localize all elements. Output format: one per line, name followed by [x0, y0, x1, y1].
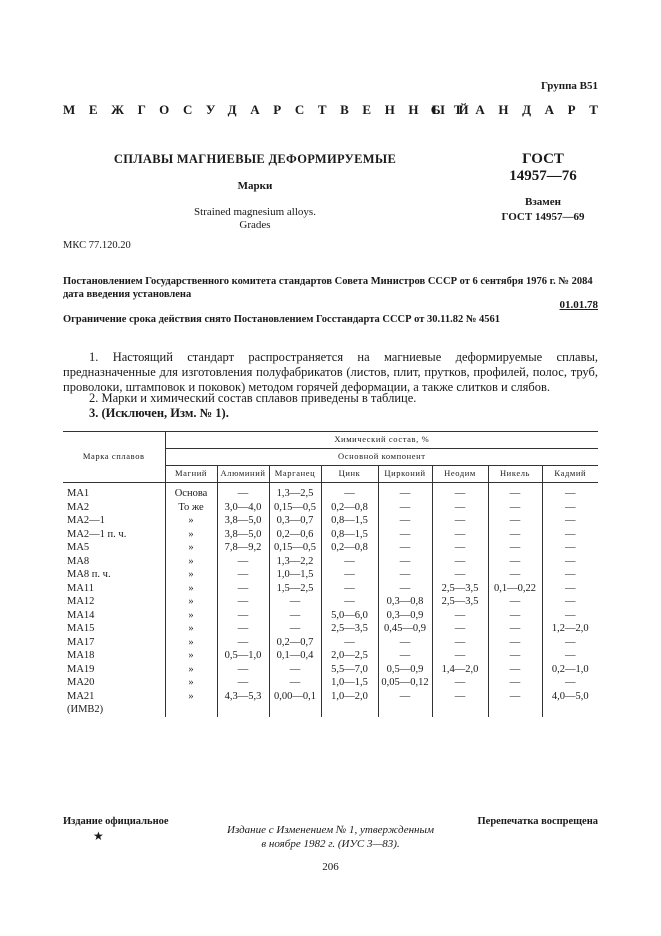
- value-cell: —: [217, 555, 269, 569]
- value-cell: —: [432, 636, 488, 650]
- star-icon: ★: [93, 829, 104, 843]
- value-cell: —: [542, 582, 598, 596]
- column-header: Кадмий: [542, 466, 598, 483]
- value-cell: 0,2—0,6: [269, 528, 321, 542]
- grade-cell: МА2—1: [67, 515, 105, 526]
- value-cell: —: [488, 555, 542, 569]
- value-cell: 0,05—0,12: [378, 676, 432, 690]
- value-cell: —: [378, 514, 432, 528]
- value-cell: 0,45—0,9: [378, 622, 432, 636]
- decree-line: Постановлением Государственного комитета стандартов Совета Министров СССР от 6 сентября 1976 г. № 2084: [63, 276, 593, 287]
- value-cell: —: [432, 528, 488, 542]
- value-cell: —: [488, 609, 542, 623]
- value-cell: —: [432, 501, 488, 515]
- value-cell: »: [165, 555, 217, 569]
- value-cell: —: [321, 595, 378, 609]
- grade-cell: (ИМВ2): [67, 704, 104, 715]
- value-cell: —: [488, 483, 542, 501]
- value-cell: —: [542, 528, 598, 542]
- value-cell: [542, 703, 598, 717]
- gost-number: 14957—76: [509, 168, 577, 184]
- value-cell: —: [269, 663, 321, 677]
- value-cell: —: [378, 582, 432, 596]
- value-cell: »: [165, 636, 217, 650]
- value-cell: —: [432, 690, 488, 704]
- value-cell: 0,1—0,22: [488, 582, 542, 596]
- value-cell: 4,3—5,3: [217, 690, 269, 704]
- table-row: [63, 649, 598, 663]
- gost-label: ГОСТ: [522, 151, 564, 167]
- value-cell: 0,2—0,8: [321, 501, 378, 515]
- value-cell: »: [165, 514, 217, 528]
- value-cell: —: [321, 582, 378, 596]
- value-cell: 2,5—3,5: [432, 582, 488, 596]
- value-cell: —: [488, 663, 542, 677]
- value-cell: 0,5—0,9: [378, 663, 432, 677]
- main-component-header: Основной компонент: [165, 449, 598, 466]
- value-cell: »: [165, 568, 217, 582]
- official-edition: Издание официальное: [63, 816, 169, 827]
- value-cell: —: [432, 555, 488, 569]
- table-row: [63, 663, 598, 677]
- value-cell: —: [378, 649, 432, 663]
- value-cell: —: [542, 568, 598, 582]
- intro-date-label: дата введения установлена: [63, 289, 192, 300]
- value-cell: —: [542, 483, 598, 501]
- value-cell: —: [488, 528, 542, 542]
- value-cell: —: [378, 690, 432, 704]
- table-row: [63, 676, 598, 690]
- grade-cell: МА19: [67, 663, 95, 675]
- paragraph-scope: 1. Настоящий стандарт распространяется на магниевые деформируемые сплавы, предназначенные для изготовления полуфабрикатов (листов, плит, прутков, профилей, полос, труб, проволоки, штамповок и поковок) методом горячей деформации, а также слитков и слябов.: [63, 350, 598, 394]
- value-cell: —: [269, 609, 321, 623]
- value-cell: —: [488, 649, 542, 663]
- edition-note-line2: в ноябре 1982 г. (ИУС 3—83).: [261, 838, 400, 850]
- table-row: [63, 703, 598, 717]
- mks-code: МКС 77.120.20: [63, 240, 131, 251]
- value-cell: —: [432, 483, 488, 501]
- table-row: [63, 622, 598, 636]
- value-cell: —: [321, 568, 378, 582]
- value-cell: —: [321, 483, 378, 501]
- value-cell: 2,5—3,5: [432, 595, 488, 609]
- table-row: [63, 568, 598, 582]
- value-cell: 0,8—1,5: [321, 528, 378, 542]
- value-cell: 0,3—0,8: [378, 595, 432, 609]
- value-cell: [269, 703, 321, 717]
- value-cell: —: [217, 483, 269, 501]
- value-cell: 0,2—0,7: [269, 636, 321, 650]
- table-row: [63, 541, 598, 555]
- value-cell: 0,3—0,9: [378, 609, 432, 623]
- value-cell: —: [378, 555, 432, 569]
- column-header: Магний: [165, 466, 217, 483]
- value-cell: »: [165, 690, 217, 704]
- replaces-label: Взамен: [525, 196, 561, 208]
- value-cell: —: [432, 609, 488, 623]
- value-cell: —: [217, 676, 269, 690]
- value-cell: —: [488, 690, 542, 704]
- value-cell: 3,0—4,0: [217, 501, 269, 515]
- value-cell: То же: [165, 501, 217, 515]
- value-cell: —: [378, 483, 432, 501]
- table-row: [63, 582, 598, 596]
- value-cell: [378, 703, 432, 717]
- value-cell: »: [165, 649, 217, 663]
- value-cell: —: [488, 676, 542, 690]
- table-row: [63, 609, 598, 623]
- grade-cell: МА8: [67, 555, 90, 567]
- value-cell: —: [488, 514, 542, 528]
- value-cell: —: [378, 528, 432, 542]
- column-header: Цирконий: [378, 466, 432, 483]
- value-cell: —: [542, 555, 598, 569]
- value-cell: »: [165, 541, 217, 555]
- value-cell: —: [542, 649, 598, 663]
- value-cell: —: [269, 595, 321, 609]
- value-cell: —: [217, 582, 269, 596]
- column-header: Марганец: [269, 466, 321, 483]
- value-cell: —: [269, 676, 321, 690]
- value-cell: 2,0—2,5: [321, 649, 378, 663]
- value-cell: —: [432, 541, 488, 555]
- table-row: [63, 555, 598, 569]
- grade-cell: МА20: [67, 677, 95, 688]
- value-cell: 7,8—9,2: [217, 541, 269, 555]
- document-subtitle: Марки: [237, 180, 273, 192]
- value-cell: —: [542, 595, 598, 609]
- grade-column-header: Марка сплавов: [63, 432, 165, 483]
- value-cell: 1,5—2,5: [269, 582, 321, 596]
- group-code: Группа В51: [540, 80, 598, 92]
- value-cell: 0,15—0,5: [269, 501, 321, 515]
- reprint-prohibited: Перепечатка воспрещена: [477, 816, 598, 827]
- column-header: Алюминий: [217, 466, 269, 483]
- value-cell: —: [217, 568, 269, 582]
- value-cell: 0,5—1,0: [217, 649, 269, 663]
- value-cell: 5,0—6,0: [321, 609, 378, 623]
- validity-limit-note: Ограничение срока действия снято Постановлением Госстандарта СССР от 30.11.82 № 4561: [63, 314, 501, 325]
- value-cell: —: [542, 501, 598, 515]
- grade-cell: МА18: [67, 650, 95, 661]
- edition-note-line1: Издание с Изменением № 1, утвержденным: [227, 824, 434, 836]
- table-row: [63, 501, 598, 515]
- standard-heading: СТАНДАРТ: [430, 102, 612, 117]
- value-cell: —: [321, 636, 378, 650]
- value-cell: »: [165, 609, 217, 623]
- value-cell: 5,5—7,0: [321, 663, 378, 677]
- value-cell: —: [488, 541, 542, 555]
- value-cell: 3,8—5,0: [217, 514, 269, 528]
- value-cell: —: [378, 541, 432, 555]
- value-cell: 0,1—0,4: [269, 649, 321, 663]
- value-cell: —: [378, 501, 432, 515]
- value-cell: —: [378, 568, 432, 582]
- value-cell: 0,00—0,1: [269, 690, 321, 704]
- value-cell: [432, 703, 488, 717]
- value-cell: —: [432, 676, 488, 690]
- value-cell: —: [432, 649, 488, 663]
- value-cell: 0,15—0,5: [269, 541, 321, 555]
- value-cell: »: [165, 528, 217, 542]
- value-cell: 1,3—2,5: [269, 483, 321, 501]
- table-row: [63, 528, 598, 542]
- value-cell: —: [488, 636, 542, 650]
- value-cell: »: [165, 622, 217, 636]
- grade-cell: МА17: [67, 636, 95, 648]
- value-cell: —: [542, 676, 598, 690]
- value-cell: —: [269, 622, 321, 636]
- value-cell: 4,0—5,0: [542, 690, 598, 704]
- value-cell: —: [542, 514, 598, 528]
- value-cell: [165, 703, 217, 717]
- value-cell: —: [432, 568, 488, 582]
- value-cell: —: [378, 636, 432, 650]
- value-cell: 1,4—2,0: [432, 663, 488, 677]
- grade-cell: МА12: [67, 596, 95, 607]
- value-cell: —: [488, 501, 542, 515]
- value-cell: —: [488, 622, 542, 636]
- value-cell: 1,0—1,5: [321, 676, 378, 690]
- table-row: [63, 636, 598, 650]
- value-cell: »: [165, 663, 217, 677]
- grade-cell: МА8 п. ч.: [67, 569, 111, 580]
- value-cell: »: [165, 676, 217, 690]
- value-cell: —: [217, 622, 269, 636]
- grade-cell: МА11: [67, 582, 95, 594]
- value-cell: —: [217, 636, 269, 650]
- value-cell: —: [432, 514, 488, 528]
- grade-cell: МА1: [67, 488, 90, 499]
- english-title-line2: Grades: [239, 219, 271, 231]
- page-number: 206: [322, 861, 339, 873]
- value-cell: 1,2—2,0: [542, 622, 598, 636]
- column-header: Никель: [488, 466, 542, 483]
- value-cell: 0,8—1,5: [321, 514, 378, 528]
- interstate-heading: МЕЖГОСУДАРСТВЕННЫЙ: [63, 102, 483, 117]
- column-header: Неодим: [432, 466, 488, 483]
- table-body: [63, 483, 598, 717]
- column-header: Цинк: [321, 466, 378, 483]
- value-cell: [321, 703, 378, 717]
- value-cell: —: [542, 636, 598, 650]
- grade-cell: МА21: [67, 690, 95, 702]
- value-cell: —: [217, 609, 269, 623]
- table-row: [63, 595, 598, 609]
- value-cell: —: [432, 622, 488, 636]
- value-cell: —: [488, 595, 542, 609]
- value-cell: 0,3—0,7: [269, 514, 321, 528]
- value-cell: —: [217, 663, 269, 677]
- value-cell: —: [321, 555, 378, 569]
- grade-cell: МА5: [67, 542, 90, 553]
- value-cell: 1,3—2,2: [269, 555, 321, 569]
- paragraph-excluded: 3. (Исключен, Изм. № 1).: [89, 406, 229, 420]
- grade-cell: МА2: [67, 501, 90, 513]
- grade-cell: МА15: [67, 623, 95, 634]
- table-row: [63, 514, 598, 528]
- document-title: СПЛАВЫ МАГНИЕВЫЕ ДЕФОРМИРУЕМЫЕ: [113, 152, 397, 166]
- composition-table: [63, 431, 598, 717]
- value-cell: »: [165, 582, 217, 596]
- value-cell: Основа: [165, 483, 217, 501]
- table-row: [63, 483, 598, 501]
- value-cell: [488, 703, 542, 717]
- value-cell: 3,8—5,0: [217, 528, 269, 542]
- grade-cell: МА2—1 п. ч.: [67, 528, 127, 540]
- table-row: [63, 690, 598, 704]
- value-cell: 1,0—2,0: [321, 690, 378, 704]
- paragraph-grades: 2. Марки и химический состав сплавов приведены в таблице.: [89, 391, 417, 405]
- grade-cell: МА14: [67, 609, 95, 621]
- value-cell: —: [542, 541, 598, 555]
- value-cell: 0,2—0,8: [321, 541, 378, 555]
- chem-composition-header: Химический состав, %: [165, 432, 598, 449]
- value-cell: [217, 703, 269, 717]
- value-cell: 0,2—1,0: [542, 663, 598, 677]
- value-cell: —: [217, 595, 269, 609]
- value-cell: 1,0—1,5: [269, 568, 321, 582]
- replaced-standard: ГОСТ 14957—69: [501, 211, 585, 223]
- english-title-line1: Strained magnesium alloys.: [194, 206, 316, 218]
- value-cell: »: [165, 595, 217, 609]
- intro-date: 01.01.78: [559, 299, 598, 311]
- value-cell: —: [488, 568, 542, 582]
- value-cell: 2,5—3,5: [321, 622, 378, 636]
- value-cell: —: [542, 609, 598, 623]
